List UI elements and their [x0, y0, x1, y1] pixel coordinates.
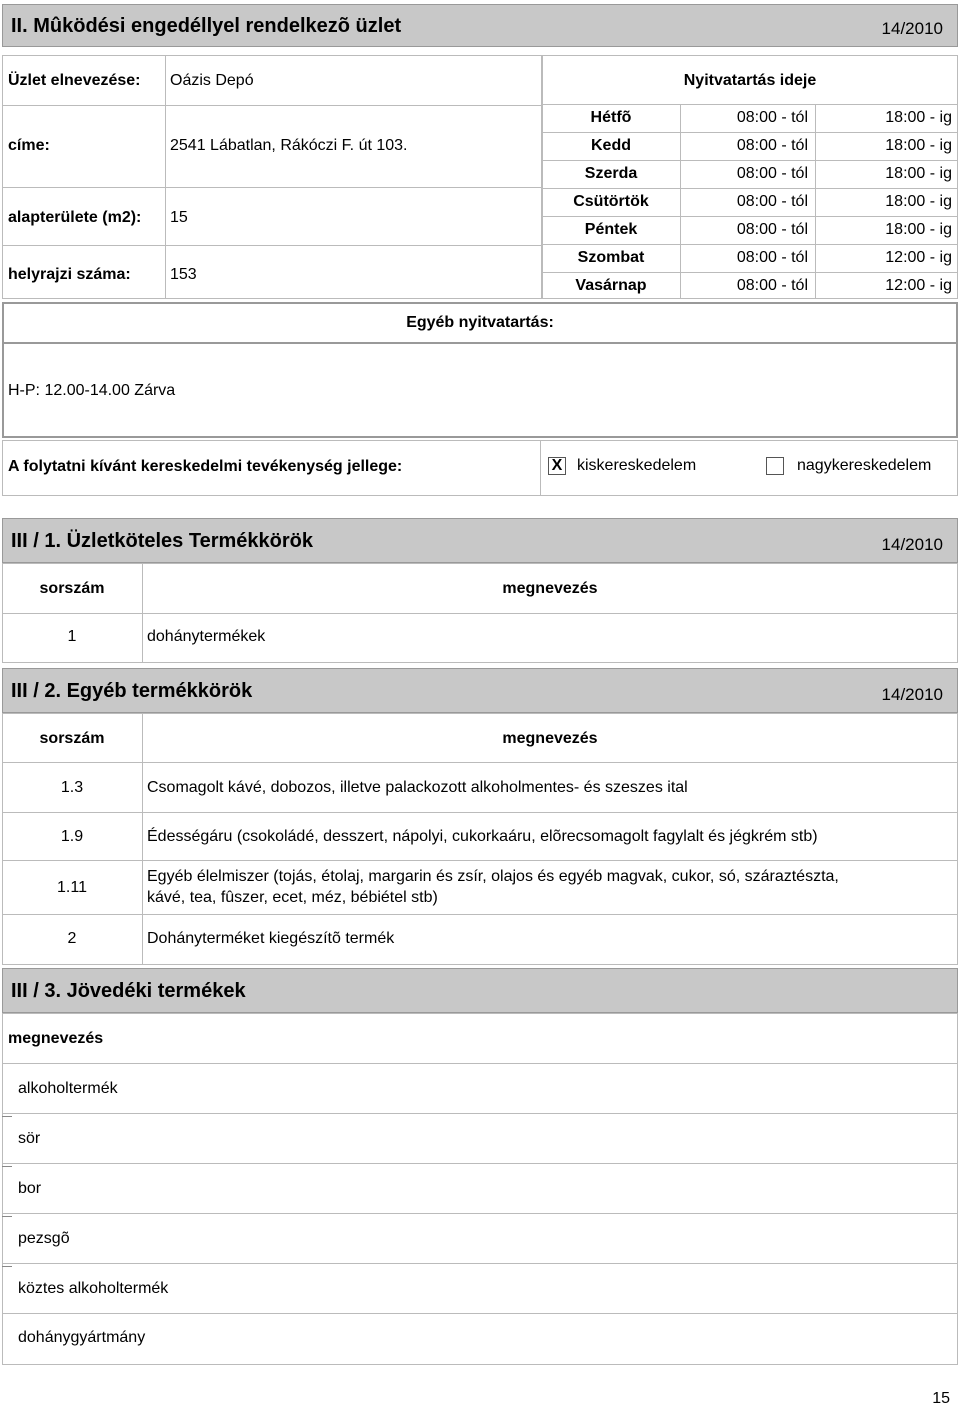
- col-header-no: sorszám: [39, 730, 105, 747]
- hours-from: 08:00 - tól: [736, 193, 808, 210]
- activity-label: A folytatni kívánt kereskedelmi tevékenység jellege:: [8, 458, 403, 475]
- hours-from: 08:00 - tól: [736, 137, 808, 154]
- address-value: 2541 Lábatlan, Rákóczi F. út 103.: [170, 137, 408, 154]
- list-item: köztes alkoholtermék: [18, 1280, 169, 1297]
- hours-day: Péntek: [584, 221, 638, 238]
- retail-checkbox[interactable]: X: [548, 457, 566, 475]
- page-number: 15: [932, 1390, 950, 1407]
- row-no: 2: [67, 930, 77, 947]
- section-2-header: [2, 4, 958, 47]
- section-2-title: II. Mûködési engedéllyel rendelkezõ üzlet: [11, 15, 402, 37]
- hours-to: 12:00 - ig: [885, 249, 952, 266]
- hours-day: Szombat: [577, 249, 645, 266]
- section-2-date: 14/2010: [881, 19, 943, 38]
- other-hours-value: H-P: 12.00-14.00 Zárva: [8, 382, 176, 399]
- wholesale-label: nagykereskedelem: [797, 457, 932, 474]
- col-header-no: sorszám: [39, 580, 105, 597]
- row-name: dohánytermékek: [147, 628, 266, 645]
- lot-value: 153: [170, 266, 197, 283]
- shop-info-box: [2, 55, 542, 299]
- hours-day: Vasárnap: [575, 277, 647, 294]
- col-header-name: megnevezés: [8, 1030, 104, 1047]
- section-3-1-date: 14/2010: [881, 535, 943, 554]
- shop-name-value: Oázis Depó: [170, 72, 254, 89]
- col-header-name: megnevezés: [502, 730, 598, 747]
- section-3-3-header: [2, 968, 958, 1013]
- area-label: alapterülete (m2):: [8, 209, 142, 226]
- hours-to: 18:00 - ig: [885, 137, 952, 154]
- area-value: 15: [170, 209, 188, 226]
- opening-hours-title: Nyitvatartás ideje: [683, 72, 817, 89]
- section-3-3-title: III / 3. Jövedéki termékek: [11, 980, 246, 1002]
- address-label: címe:: [8, 137, 50, 154]
- row-name: Édességáru (csokoládé, desszert, nápolyi, cukorkaáru, elõrecsomagolt fagylalt és jégkrém stb): [147, 828, 818, 845]
- hours-from: 08:00 - tól: [736, 277, 808, 294]
- section-3-1-title: III / 1. Üzletköteles Termékkörök: [11, 530, 313, 552]
- hours-to: 18:00 - ig: [885, 221, 952, 238]
- list-item: sör: [18, 1130, 41, 1147]
- section-3-1-header: [2, 518, 958, 563]
- other-hours-label: Egyéb nyitvatartás:: [406, 314, 554, 331]
- hours-from: 08:00 - tól: [736, 109, 808, 126]
- row-no: 1.3: [60, 779, 84, 796]
- row-no: 1.9: [60, 828, 84, 845]
- list-item: alkoholtermék: [18, 1080, 118, 1097]
- row-name-line-2: kávé, tea, fûszer, ecet, méz, bébiétel stb): [147, 889, 438, 906]
- col-header-name: megnevezés: [502, 580, 598, 597]
- hours-from: 08:00 - tól: [736, 249, 808, 266]
- hours-day: Kedd: [591, 137, 631, 154]
- row-name: Dohányterméket kiegészítõ termék: [147, 930, 395, 947]
- row-name: Csomagolt kávé, dobozos, illetve palackozott alkoholmentes- és szeszes ital: [147, 779, 688, 796]
- wholesale-checkbox[interactable]: [766, 457, 784, 475]
- section-3-2-title: III / 2. Egyéb termékkörök: [11, 680, 253, 702]
- list-item: dohánygyártmány: [18, 1329, 146, 1346]
- hours-from: 08:00 - tól: [736, 221, 808, 238]
- hours-to: 18:00 - ig: [885, 193, 952, 210]
- hours-to: 12:00 - ig: [885, 277, 952, 294]
- shop-name-label: Üzlet elnevezése:: [8, 72, 141, 89]
- lot-label: helyrajzi száma:: [8, 266, 131, 283]
- row-no: 1: [67, 628, 77, 645]
- hours-from: 08:00 - tól: [736, 165, 808, 182]
- row-name-line-1: Egyéb élelmiszer (tojás, étolaj, margarin és zsír, olajos és egyéb magvak, cukor, só, száraztészta,: [147, 868, 839, 885]
- section-3-2-header: [2, 668, 958, 713]
- hours-day: Szerda: [584, 165, 638, 182]
- list-item: bor: [18, 1180, 42, 1197]
- retail-label: kiskereskedelem: [577, 457, 697, 474]
- section-3-2-date: 14/2010: [881, 685, 943, 704]
- hours-day: Csütörtök: [573, 193, 649, 210]
- hours-to: 18:00 - ig: [885, 109, 952, 126]
- row-no: 1.11: [57, 879, 87, 896]
- list-item: pezsgõ: [18, 1230, 70, 1247]
- hours-to: 18:00 - ig: [885, 165, 952, 182]
- hours-day: Hétfõ: [590, 109, 632, 126]
